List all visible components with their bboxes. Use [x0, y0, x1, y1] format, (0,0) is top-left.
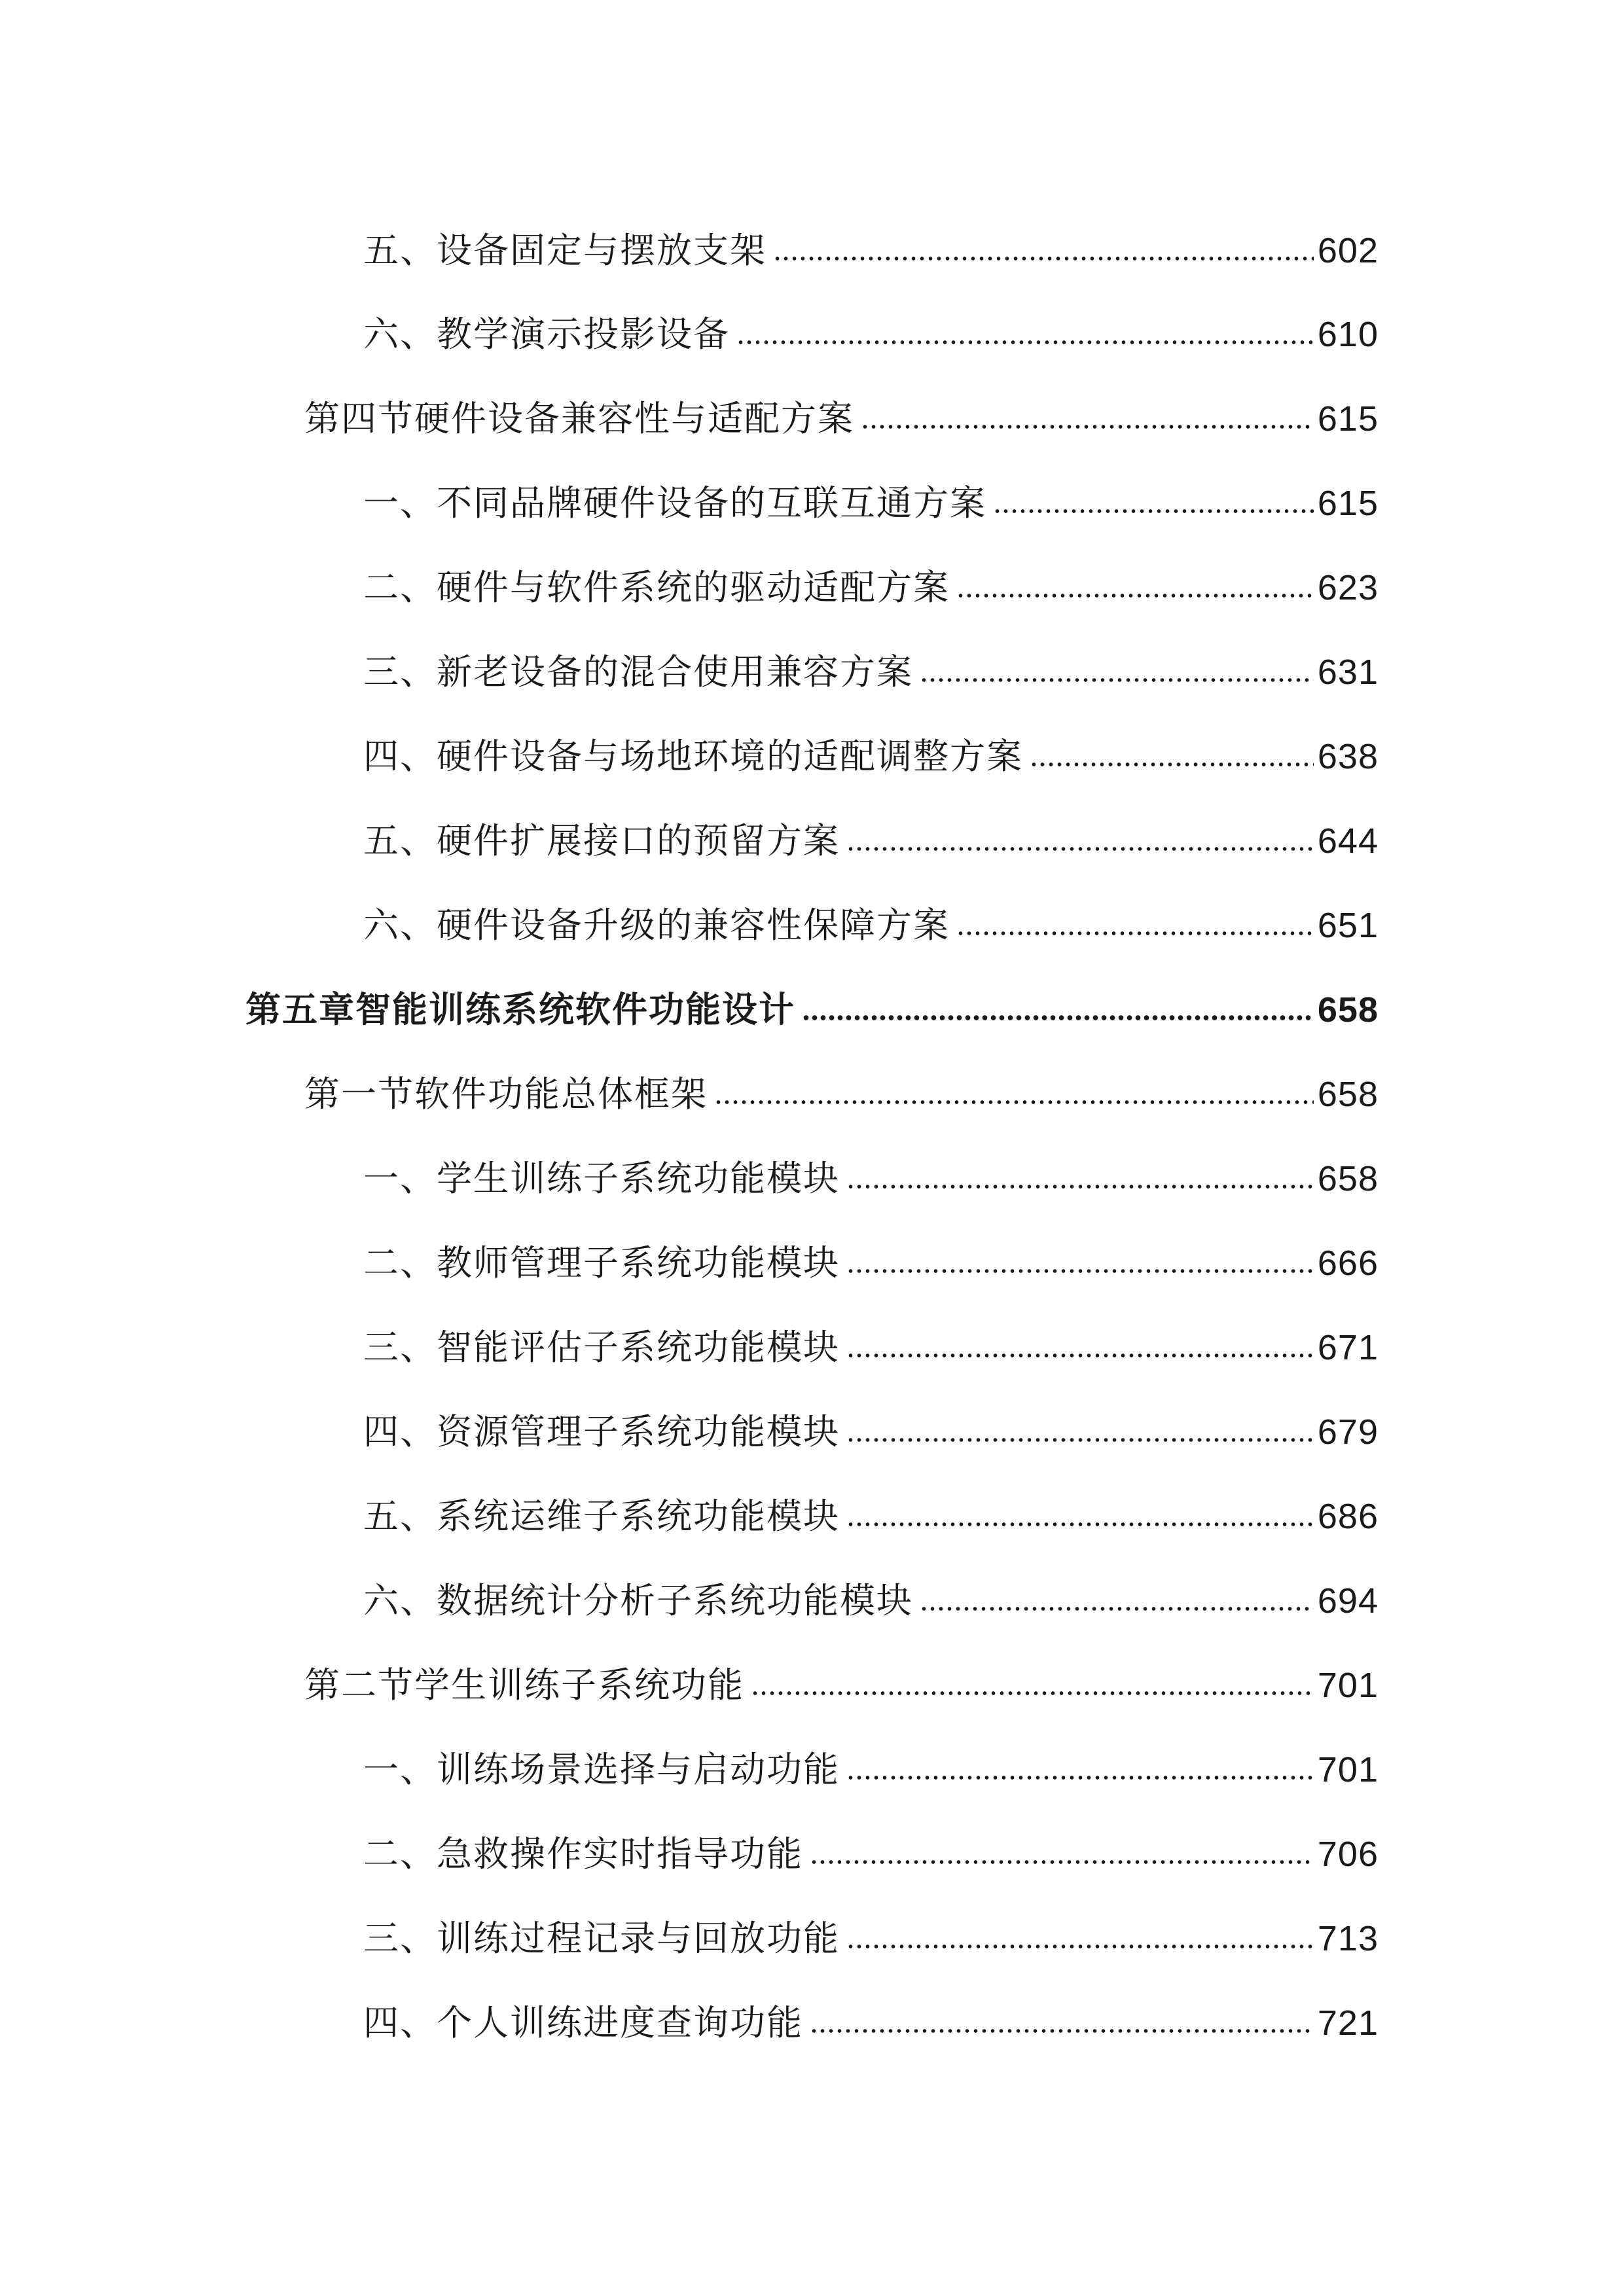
- dot-leader: [920, 677, 1314, 683]
- dot-leader: [956, 930, 1314, 937]
- toc-entry-title: 二、教师管理子系统功能模块: [363, 1242, 840, 1283]
- toc-entry-page: 671: [1317, 1328, 1379, 1367]
- dot-leader: [1030, 761, 1314, 768]
- toc-entry-title: 六、硬件设备升级的兼容性保障方案: [363, 905, 950, 946]
- toc-entry-title: 六、数据统计分析子系统功能模块: [363, 1580, 913, 1621]
- toc-entry[interactable]: [363, 209, 1379, 271]
- dot-leader: [714, 1099, 1314, 1105]
- dot-leader: [773, 255, 1314, 262]
- toc-entry-page: 615: [1317, 484, 1379, 523]
- toc-entry[interactable]: [363, 1813, 1379, 1872]
- toc-entry-page: 615: [1317, 399, 1379, 439]
- dot-leader: [846, 1352, 1314, 1359]
- toc-entry[interactable]: [363, 1306, 1379, 1368]
- toc-entry-page: 638: [1317, 737, 1379, 776]
- toc-entry[interactable]: [363, 1982, 1379, 2041]
- toc-entry[interactable]: [363, 884, 1379, 946]
- toc-entry-title: 三、训练过程记录与回放功能: [363, 1918, 840, 1959]
- toc-entry-title: 第五章智能训练系统软件功能设计: [245, 989, 795, 1030]
- toc-entry-page: 686: [1317, 1497, 1379, 1536]
- toc-entry-page: 694: [1317, 1581, 1379, 1621]
- toc-entry-title: 一、不同品牌硬件设备的互联互通方案: [363, 482, 986, 524]
- toc-entry[interactable]: [363, 1222, 1379, 1281]
- dot-leader: [920, 1605, 1314, 1612]
- toc-entry-page: 706: [1317, 1835, 1379, 1874]
- dot-leader: [846, 846, 1314, 852]
- dot-leader: [810, 1859, 1314, 1865]
- toc-entry-page: 679: [1317, 1412, 1379, 1452]
- toc-entry[interactable]: [363, 1391, 1379, 1450]
- toc-entry-page: 631: [1317, 653, 1379, 692]
- dot-leader: [846, 1183, 1314, 1190]
- toc-entry[interactable]: [363, 800, 1379, 859]
- toc-entry[interactable]: [363, 631, 1379, 690]
- toc-entry[interactable]: [363, 462, 1379, 524]
- toc-entry-page: 658: [1317, 1075, 1379, 1114]
- dot-leader: [956, 592, 1314, 599]
- toc-entry-page: 623: [1317, 568, 1379, 607]
- dot-leader: [846, 1943, 1314, 1950]
- toc-entry-title: 三、新老设备的混合使用兼容方案: [363, 651, 913, 692]
- toc-entry-page: 701: [1317, 1750, 1379, 1789]
- dot-leader: [810, 2028, 1314, 2034]
- toc-entry-title: 一、学生训练子系统功能模块: [363, 1158, 840, 1199]
- toc-entry[interactable]: [363, 715, 1379, 777]
- toc-entry[interactable]: [304, 1053, 1379, 1115]
- toc-entry-page: 658: [1317, 990, 1379, 1030]
- toc-entry[interactable]: [245, 969, 1379, 1028]
- toc-entry-title: 四、硬件设备与场地环境的适配调整方案: [363, 736, 1023, 777]
- toc-entry-title: 六、教学演示投影设备: [363, 314, 730, 355]
- toc-entry[interactable]: [363, 1560, 1379, 1619]
- toc-entry-title: 第四节硬件设备兼容性与适配方案: [304, 398, 854, 439]
- dot-leader: [736, 339, 1314, 346]
- toc-entry-title: 五、设备固定与摆放支架: [363, 230, 767, 271]
- toc-entry[interactable]: [363, 1475, 1379, 1537]
- toc-entry-page: 658: [1317, 1159, 1379, 1198]
- toc-entry-page: 666: [1317, 1244, 1379, 1283]
- toc-entry[interactable]: [304, 1644, 1379, 1706]
- toc-entry[interactable]: [363, 293, 1379, 355]
- toc-entry[interactable]: [363, 547, 1379, 608]
- dot-leader: [846, 1521, 1314, 1528]
- toc-entry-title: 五、系统运维子系统功能模块: [363, 1496, 840, 1537]
- toc-entry-page: 602: [1317, 231, 1379, 270]
- dot-leader: [846, 1268, 1314, 1274]
- toc-entry[interactable]: [363, 1897, 1379, 1959]
- toc-entry-page: 713: [1317, 1919, 1379, 1958]
- dot-leader: [846, 1437, 1314, 1443]
- toc-entry-title: 四、资源管理子系统功能模块: [363, 1411, 840, 1452]
- dot-leader: [993, 508, 1314, 514]
- toc-entry-page: 644: [1317, 821, 1379, 861]
- toc-entry[interactable]: [304, 378, 1379, 437]
- toc-entry[interactable]: [363, 1138, 1379, 1199]
- toc-entry-title: 五、硬件扩展接口的预留方案: [363, 820, 840, 861]
- toc-entry-page: 721: [1317, 2003, 1379, 2043]
- toc-entry-title: 第二节学生训练子系统功能: [304, 1664, 744, 1706]
- toc-entry-title: 第一节软件功能总体框架: [304, 1073, 708, 1115]
- toc-entry-title: 四、个人训练进度查询功能: [363, 2002, 803, 2043]
- toc-entry-title: 一、训练场景选择与启动功能: [363, 1749, 840, 1790]
- toc-entry-page: 651: [1317, 906, 1379, 945]
- toc-entry-title: 三、智能评估子系统功能模块: [363, 1327, 840, 1368]
- dot-leader: [861, 423, 1314, 430]
- dot-leader: [751, 1690, 1314, 1696]
- toc-entry-title: 二、硬件与软件系统的驱动适配方案: [363, 567, 950, 608]
- toc-entry-title: 二、急救操作实时指导功能: [363, 1833, 803, 1874]
- toc-entry-page: 610: [1317, 315, 1379, 354]
- toc-entry[interactable]: [363, 1729, 1379, 1790]
- toc-entry-page: 701: [1317, 1666, 1379, 1705]
- dot-leader: [802, 1014, 1314, 1021]
- dot-leader: [846, 1774, 1314, 1781]
